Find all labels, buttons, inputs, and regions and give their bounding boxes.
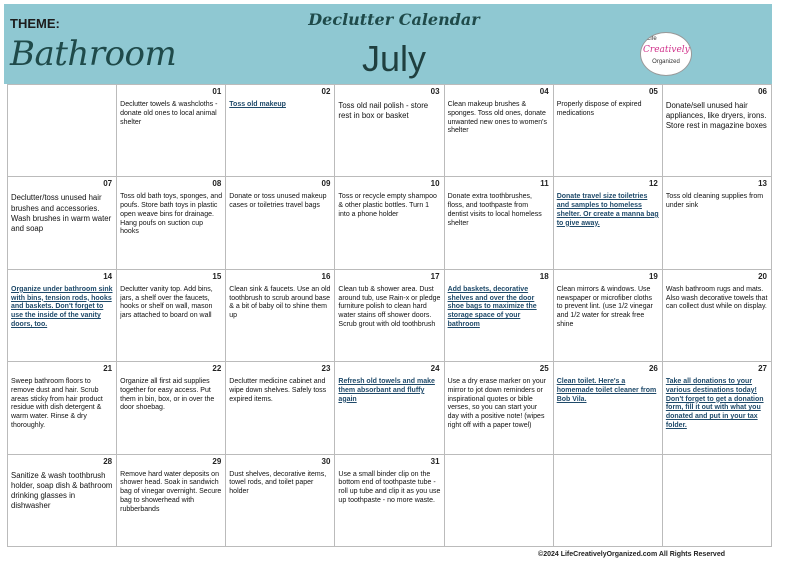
task-text: Dust shelves, decorative items, towel rods, and toilet paper holder xyxy=(229,470,327,496)
day-cell-28 xyxy=(8,455,117,547)
day-number: 24 xyxy=(430,364,440,374)
day-cell-31 xyxy=(335,455,444,547)
task-text: Clean sink & faucets. Use an old toothbrush to scrub around base & a bit of baby oil to shine them up xyxy=(229,285,331,320)
task-link[interactable]: Organize under bathroom sink with bins, tension rods, hooks and baskets. Don't forget to use the inside of the vanity doors, too. xyxy=(11,285,113,328)
calendar-grid xyxy=(7,84,772,547)
task-text: Donate extra toothbrushes, floss, and toothpaste from dentist visits to local homeless shelter xyxy=(447,193,542,227)
day-number: 16 xyxy=(321,271,331,281)
day-cell-04 xyxy=(445,85,554,177)
task-text: Remove hard water deposits on shower head. Soak in sandwich bag of vinegar overnight. Secure bag to showerhead with rubberbands xyxy=(120,470,222,513)
month-title: July xyxy=(361,38,427,79)
task-link[interactable]: Refresh old towels and make them absorbant and fluffy again xyxy=(338,378,435,403)
task-link[interactable]: Add baskets, decorative shelves and over the door shoe bags to maximize the storage space of your bathroom xyxy=(447,285,537,328)
day-number: 21 xyxy=(103,364,113,374)
logo-sub-text: Organized xyxy=(652,59,680,65)
day-number: 09 xyxy=(321,179,331,189)
day-number: 13 xyxy=(758,179,767,189)
day-number: 02 xyxy=(321,87,331,96)
day-number: 14 xyxy=(103,271,113,281)
day-cell-23 xyxy=(226,362,335,454)
day-cell-20 xyxy=(663,270,772,362)
task-text: Use a dry erase marker on your mirror to jot down reminders or inspirational quotes or bible verses, so you can start your day with a positive note! (wipes right off with a paper towel) xyxy=(447,378,546,429)
day-cell-17 xyxy=(335,270,444,362)
theme-label: THEME: xyxy=(10,16,60,31)
day-cell-19 xyxy=(554,270,663,362)
day-number: 18 xyxy=(539,271,549,281)
day-cell-15 xyxy=(117,270,226,362)
day-cell-11 xyxy=(445,177,554,269)
day-cell-16 xyxy=(226,270,335,362)
day-cell-09 xyxy=(226,177,335,269)
task-text: Toss old bath toys, sponges, and poufs. Store bath toys in plastic open weave bins for drainage. Hang poufs on suction cup hooks xyxy=(120,193,223,236)
day-cell-25 xyxy=(445,362,554,454)
day-cell-06 xyxy=(663,85,772,177)
task-text: Sweep bathroom floors to remove dust and hair. Scrub areas sticky from hair product residue with dish detergent & warm water. Rinse & dry thoroughly. xyxy=(11,378,103,429)
day-cell-26 xyxy=(554,362,663,454)
day-number: 12 xyxy=(648,179,658,189)
task-text: Wash bathroom rugs and mats. Also wash decorative towels that can collect dust while on display. xyxy=(665,285,768,311)
task-link[interactable]: Clean toilet. Here's a homemade toilet cleaner from Bob Vila. xyxy=(556,378,657,403)
day-cell-22 xyxy=(117,362,226,454)
task-link[interactable]: Take all donations to your various destinations today! Don't forget to get a donation form, fill it out with what you donated and put in your tax folder. xyxy=(665,378,764,429)
task-text: Toss old nail polish - store rest in box or basket xyxy=(338,101,429,121)
task-text: Clean mirrors & windows. Use newspaper or microfiber cloths to prevent lint. (use 1/2 vinegar and 1/2 water for streak free shine xyxy=(556,285,653,328)
calendar-title: Declutter Calendar xyxy=(308,10,480,29)
day-number: 30 xyxy=(321,456,331,466)
day-cell-21 xyxy=(8,362,117,454)
day-number: 20 xyxy=(758,271,767,281)
day-number: 04 xyxy=(539,87,549,96)
day-number: 29 xyxy=(212,456,222,466)
task-text: Donate or toss unused makeup cases or toiletries travel bags xyxy=(229,193,327,210)
day-number: 23 xyxy=(321,364,331,374)
day-number: 15 xyxy=(212,271,222,281)
logo-small-text: Life xyxy=(647,36,657,42)
day-cell-10 xyxy=(335,177,444,269)
day-cell-18 xyxy=(445,270,554,362)
task-text: Declutter towels & washcloths - donate old ones to local animal shelter xyxy=(120,101,218,126)
day-number: 17 xyxy=(430,271,440,281)
copyright-footer: ©2024 LifeCreativelyOrganized.com All Rights Reserved xyxy=(538,551,725,558)
task-link[interactable]: Donate travel size toiletries and samples to homeless shelter. Or create a manna bag to give away. xyxy=(556,193,659,227)
empty-cell xyxy=(445,455,554,547)
day-number: 25 xyxy=(539,364,549,374)
day-cell-03 xyxy=(335,85,444,177)
task-text: Toss or recycle empty shampoo & other plastic bottles. Turn 1 into a phone holder xyxy=(338,193,437,218)
logo-main-text: Creatively xyxy=(643,45,690,55)
task-text: Declutter/toss unused hair brushes and accessories. Wash brushes in warm water and soap xyxy=(11,193,112,233)
day-cell-27 xyxy=(663,362,772,454)
day-number: 19 xyxy=(648,271,658,281)
task-text: Organize all first aid supplies together for easy access. Put them in bin, box, or in over the door shoebag. xyxy=(120,378,215,412)
task-text: Use a small binder clip on the bottom end of toothpaste tube - roll up tube and clip it as you use up toothpaste - no more waste. xyxy=(338,470,441,504)
task-text: Sanitize & wash toothbrush holder, soap dish & bathroom drinking glasses in dishwasher xyxy=(11,470,113,510)
task-text: Properly dispose of expired medications xyxy=(556,101,642,117)
brand-logo xyxy=(640,32,692,76)
day-number: 07 xyxy=(103,179,113,189)
task-text: Donate/sell unused hair appliances, like dryers, irons. Store rest in magazine boxes xyxy=(665,101,767,131)
day-cell-13 xyxy=(663,177,772,269)
calendar-header xyxy=(4,4,772,84)
day-number: 22 xyxy=(212,364,222,374)
task-text: Clean makeup brushes & sponges. Toss old ones, donate unwanted new ones to women's shelter xyxy=(447,101,547,135)
day-number: 06 xyxy=(758,87,767,96)
task-text: Declutter medicine cabinet and wipe down shelves. Safely toss expired items. xyxy=(229,378,327,403)
day-cell-14 xyxy=(8,270,117,362)
empty-cell xyxy=(8,85,117,177)
day-number: 08 xyxy=(212,179,222,189)
day-number: 01 xyxy=(212,87,222,96)
day-cell-08 xyxy=(117,177,226,269)
empty-cell xyxy=(554,455,663,547)
day-cell-01 xyxy=(117,85,226,177)
day-cell-24 xyxy=(335,362,444,454)
task-text: Declutter vanity top. Add bins, jars, a shelf over the faucets, hooks or shelf on wall, mason jars attached to board on wall xyxy=(120,285,213,320)
day-number: 27 xyxy=(758,364,767,374)
day-cell-05 xyxy=(554,85,663,177)
task-text: Toss old cleaning supplies from under sink xyxy=(665,193,764,210)
day-cell-07 xyxy=(8,177,117,269)
day-number: 03 xyxy=(430,87,440,96)
day-cell-12 xyxy=(554,177,663,269)
day-number: 10 xyxy=(430,179,440,189)
day-cell-02 xyxy=(226,85,335,177)
empty-cell xyxy=(663,455,772,547)
day-number: 05 xyxy=(648,87,658,96)
day-number: 26 xyxy=(648,364,658,374)
day-number: 11 xyxy=(540,179,549,189)
day-number: 31 xyxy=(430,456,440,466)
day-cell-29 xyxy=(117,455,226,547)
day-number: 28 xyxy=(103,456,113,466)
task-text: Clean tub & shower area. Dust around tub, use Rain-x or pledge furniture polish to clean hard water stains off shower doors. Scrub grout with old toothbrush xyxy=(338,285,441,328)
theme-name: Bathroom xyxy=(10,34,177,74)
task-link[interactable]: Toss old makeup xyxy=(229,101,286,108)
day-cell-30 xyxy=(226,455,335,547)
